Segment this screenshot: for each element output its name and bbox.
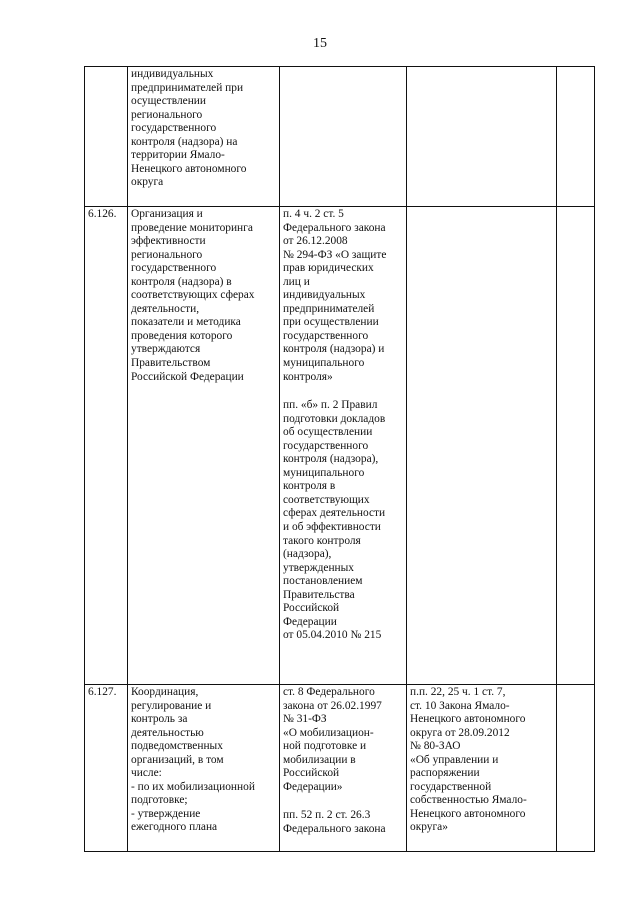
- regional-basis-line: округа от 28.09.2012: [410, 726, 510, 739]
- measure-text-line: деятельности,: [131, 302, 200, 315]
- measure-text-line: ежегодного плана: [131, 821, 218, 834]
- federal-basis-line: контроля в: [283, 480, 336, 493]
- regional-basis-line: Ненецкого автономного: [410, 713, 526, 726]
- federal-basis-line: Федерации»: [283, 780, 343, 793]
- federal-basis-cell: [280, 207, 407, 685]
- measure-text-line: контроля (надзора) в: [131, 275, 232, 288]
- federal-basis-line: № 294-ФЗ «О защите: [283, 248, 387, 261]
- federal-basis-line: контроля»: [283, 370, 333, 383]
- federal-basis-line: при осуществлении: [283, 316, 379, 329]
- measure-text-line: подготовке;: [131, 794, 188, 807]
- federal-basis-line: пп. «б» п. 2 Правил: [283, 399, 378, 412]
- measure-text-line: Российской Федерации: [131, 370, 244, 383]
- federal-basis-line: п. 4 ч. 2 ст. 5: [283, 208, 344, 220]
- federal-basis-line: об осуществлении: [283, 426, 373, 439]
- measure-text-line: проведение мониторинга: [131, 221, 253, 234]
- paragraph-gap: [283, 794, 402, 809]
- measure-text-line: Правительством: [131, 357, 211, 370]
- measure-text-line: предпринимателей при: [131, 81, 244, 94]
- measure-text-line: Ненецкого автономного: [131, 162, 247, 175]
- federal-basis-line: лиц и: [283, 275, 310, 288]
- measure-text-line: индивидуальных: [131, 68, 214, 80]
- regional-basis-line: государственной: [410, 780, 492, 793]
- measure-cell: [128, 207, 280, 685]
- federal-basis-line: Российской: [283, 602, 340, 615]
- federal-basis-line: ст. 8 Федерального: [283, 686, 375, 698]
- federal-basis-line: № 31-ФЗ: [283, 713, 327, 726]
- federal-basis-line: постановлением: [283, 575, 363, 588]
- measure-text-line: деятельностью: [131, 726, 204, 739]
- federal-basis-line: мобилизации в: [283, 753, 356, 766]
- item-number-cell: [85, 207, 128, 685]
- measure-text-line: регулирование и: [131, 699, 212, 712]
- measure-text-line: - по их мобилизационной: [131, 780, 255, 793]
- regional-basis-cell: [407, 685, 557, 852]
- federal-basis-line: ной подготовке и: [283, 740, 367, 753]
- federal-basis-line: закона от 26.02.1997: [283, 699, 382, 712]
- regional-basis-line: № 80-ЗАО: [410, 740, 461, 753]
- measure-cell: [128, 67, 280, 207]
- federal-basis-line: пп. 52 п. 2 ст. 26.3: [283, 809, 371, 822]
- measure-text-line: государственного: [131, 122, 217, 135]
- federal-basis-line: сферах деятельности: [283, 507, 386, 520]
- federal-basis-line: от 26.12.2008: [283, 235, 348, 248]
- item-number-cell: [85, 685, 128, 852]
- federal-basis-cell: [280, 685, 407, 852]
- federal-basis-line: подготовки докладов: [283, 412, 386, 425]
- federal-basis-line: контроля (надзора) и: [283, 343, 385, 356]
- measure-text-line: показатели и методика: [131, 316, 241, 329]
- paragraph-gap: [283, 384, 402, 399]
- federal-basis-line: от 05.04.2010 № 215: [283, 629, 382, 642]
- item-number-cell: [85, 67, 128, 207]
- measure-text-line: - утверждение: [131, 807, 201, 820]
- measure-text-line: контроль за: [131, 713, 188, 726]
- federal-basis-line: и об эффективности: [283, 521, 381, 534]
- federal-basis-line: Российской: [283, 767, 340, 780]
- federal-basis-line: государственного: [283, 439, 369, 452]
- table-body: [85, 67, 595, 852]
- federal-basis-line: Федерального закона: [283, 221, 386, 234]
- table-row: [85, 685, 595, 852]
- page-number: 15: [313, 36, 327, 51]
- regional-basis-cell: [407, 207, 557, 685]
- regional-basis-line: п.п. 22, 25 ч. 1 ст. 7,: [410, 686, 506, 698]
- federal-basis-line: муниципального: [283, 357, 365, 370]
- federal-basis-line: контроля (надзора),: [283, 453, 379, 466]
- measure-text-line: соответствующих сферах: [131, 289, 255, 302]
- regional-basis-line: «Об управлении и: [410, 753, 499, 766]
- measure-text-line: осуществлении: [131, 95, 206, 108]
- extra-cell: [557, 67, 595, 207]
- federal-basis-line: предпринимателей: [283, 302, 375, 315]
- extra-cell: [557, 685, 595, 852]
- federal-basis-cell: [280, 67, 407, 207]
- table-row: [85, 207, 595, 685]
- regional-basis-line: округа»: [410, 821, 448, 834]
- measure-text-line: контроля (надзора) на: [131, 135, 238, 148]
- measure-text-line: Организация и: [131, 208, 203, 220]
- federal-basis-line: такого контроля: [283, 534, 361, 547]
- federal-basis-line: (надзора),: [283, 548, 332, 561]
- federal-basis-line: Федерации: [283, 615, 337, 628]
- regional-basis-cell: [407, 67, 557, 207]
- regional-basis-line: собственностью Ямало-: [410, 794, 527, 807]
- federal-basis-line: муниципального: [283, 466, 365, 479]
- federal-basis-line: утвержденных: [283, 561, 354, 574]
- federal-basis-line: «О мобилизацион-: [283, 726, 374, 739]
- table-row: [85, 67, 595, 207]
- item-number: 6.126.: [88, 208, 117, 220]
- measure-text-line: эффективности: [131, 235, 206, 248]
- measure-text-line: проведения которого: [131, 329, 233, 342]
- federal-basis-line: прав юридических: [283, 262, 374, 275]
- extra-cell: [557, 207, 595, 685]
- regional-basis-line: распоряжении: [410, 767, 480, 780]
- document-table: [84, 66, 595, 852]
- federal-basis-line: государственного: [283, 329, 369, 342]
- measure-text-line: государственного: [131, 262, 217, 275]
- measure-text-line: регионального: [131, 248, 203, 261]
- measure-text-line: территории Ямало-: [131, 149, 225, 162]
- federal-basis-line: Правительства: [283, 588, 355, 601]
- measure-text-line: числе:: [131, 767, 162, 780]
- item-number: 6.127.: [88, 686, 117, 698]
- measure-text-line: подведомственных: [131, 740, 223, 753]
- measure-text-line: утверждаются: [131, 343, 201, 356]
- federal-basis-line: индивидуальных: [283, 289, 366, 302]
- federal-basis-line: соответствующих: [283, 493, 370, 506]
- regional-basis-line: Ненецкого автономного: [410, 807, 526, 820]
- measure-text-line: округа: [131, 176, 164, 189]
- measure-text-line: регионального: [131, 108, 203, 121]
- measure-text-line: организаций, в том: [131, 753, 224, 766]
- measure-cell: [128, 685, 280, 852]
- regional-basis-line: ст. 10 Закона Ямало-: [410, 699, 510, 712]
- measure-text-line: Координация,: [131, 686, 199, 698]
- federal-basis-line: Федерального закона: [283, 822, 386, 835]
